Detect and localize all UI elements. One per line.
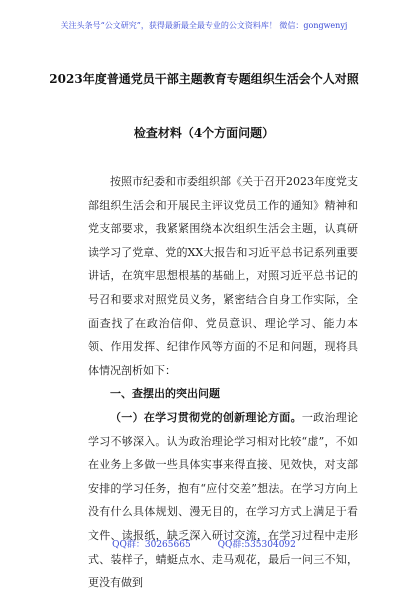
document-body [88,170,358,595]
document-title: 2023年度普通党员干部主题教育专题组织生活会个人对照 [49,72,359,86]
document-subtitle: 检查材料（4个方面问题） [133,126,275,140]
section-heading: 一、查摆出的突出问题 [110,387,220,401]
intro-paragraph: 按照市纪委和市委组织部《关于召开2023年度党支部组织生活会和开展民主评议党员工作的通知》精神和党支部要求，我紧紧围绕本次组织生活会主题，认真研读学习了党章、党的XX大报告和习近平总书记系列重要讲话，在筑牢思想根基的基础上，对照习近平总书记的号召和要求对照党员义务，紧密结合自身工作实际，全面查找了在政治信仰、党员意识、理论学习、能力本领、作用发挥、纪律作风等方面的不足和问题，现将具体情况剖析如下： [88,175,358,377]
footer-qq-group-2: QQ群:535304092 [217,540,296,550]
subsection-label: （一）在学习贯彻党的创新理论方面。 [110,410,302,424]
header-banner: 关注头条号“公文研究”，获得最新最全最专业的公文资料库！ 微信：gongwenyj [60,21,348,30]
footer [0,537,408,550]
subsection-paragraph [88,406,358,595]
subsection-text: 一政治理论学习不够深入。认为政治理论学习相对比较“虚”，不如在业务上多做一些具体实事来得直接、见效快，对支部安排的学习任务，抱有“应付交差”想法。在学习方向上没有什么具体规划、漫无目的，在学习方式上满足于看文件、读报纸，缺乏深入研讨交流，在学习过程中走形式、装样子，蜻蜓点水、走马观花，最后一问三不知，更没有做到 [88,410,359,590]
footer-qq-group-1: QQ群：30265665 [112,540,191,550]
